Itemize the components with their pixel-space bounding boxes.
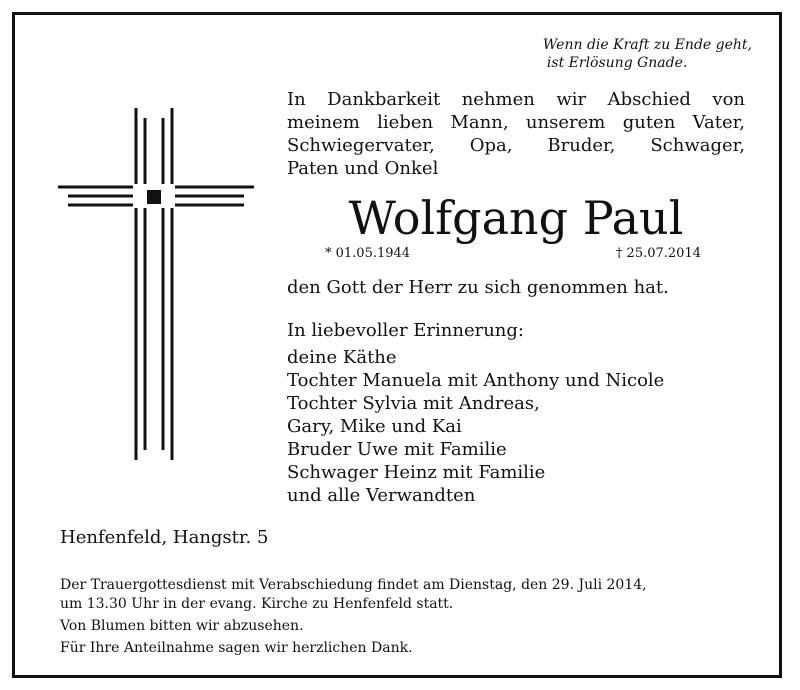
flowers-note: Von Blumen bitten wir abzusehen. [60, 618, 304, 634]
family-member: deine Käthe [287, 347, 397, 368]
cross-icon [58, 108, 254, 460]
motto [543, 36, 752, 72]
death-date: † 25.07.2014 [615, 246, 701, 261]
service-line-2: um 13.30 Uhr in der evang. Kirche zu Henfenfeld statt. [60, 596, 454, 612]
intro-line-3: Schwiegervater, Opa, Bruder, Schwager, [287, 135, 745, 156]
service-line-1: Der Trauergottesdienst mit Verabschiedung findet am Dienstag, den 29. Juli 2014, [60, 577, 647, 593]
family-member: Tochter Sylvia mit Andreas, [287, 393, 540, 414]
thanks-note: Für Ihre Anteilnahme sagen wir herzlichen Dank. [60, 640, 413, 656]
family-member: Gary, Mike und Kai [287, 416, 462, 437]
life-dates [325, 246, 701, 261]
motto-line-2: ist Erlösung Gnade. [546, 55, 688, 71]
after-name-text: den Gott der Herr zu sich genommen hat. [287, 277, 669, 298]
address: Henfenfeld, Hangstr. 5 [60, 527, 269, 548]
birth-date: * 01.05.1944 [325, 246, 411, 261]
family-member: Tochter Manuela mit Anthony und Nicole [287, 370, 665, 391]
family-member: und alle Verwandten [287, 485, 476, 506]
intro-text [287, 88, 745, 180]
motto-line-1: Wenn die Kraft zu Ende geht, [542, 37, 752, 53]
intro-line-2: meinem lieben Mann, unserem guten Vater, [287, 112, 745, 133]
family-member: Bruder Uwe mit Familie [287, 439, 507, 460]
family-member: Schwager Heinz mit Familie [287, 462, 546, 483]
deceased-name: Wolfgang Paul [348, 191, 684, 245]
service-notice [60, 576, 746, 658]
memory-label: In liebevoller Erinnerung: [287, 320, 524, 341]
intro-line-4: Paten und Onkel [287, 158, 439, 179]
intro-line-1: In Dankbarkeit nehmen wir Abschied von [287, 89, 745, 110]
family-list [287, 346, 664, 507]
